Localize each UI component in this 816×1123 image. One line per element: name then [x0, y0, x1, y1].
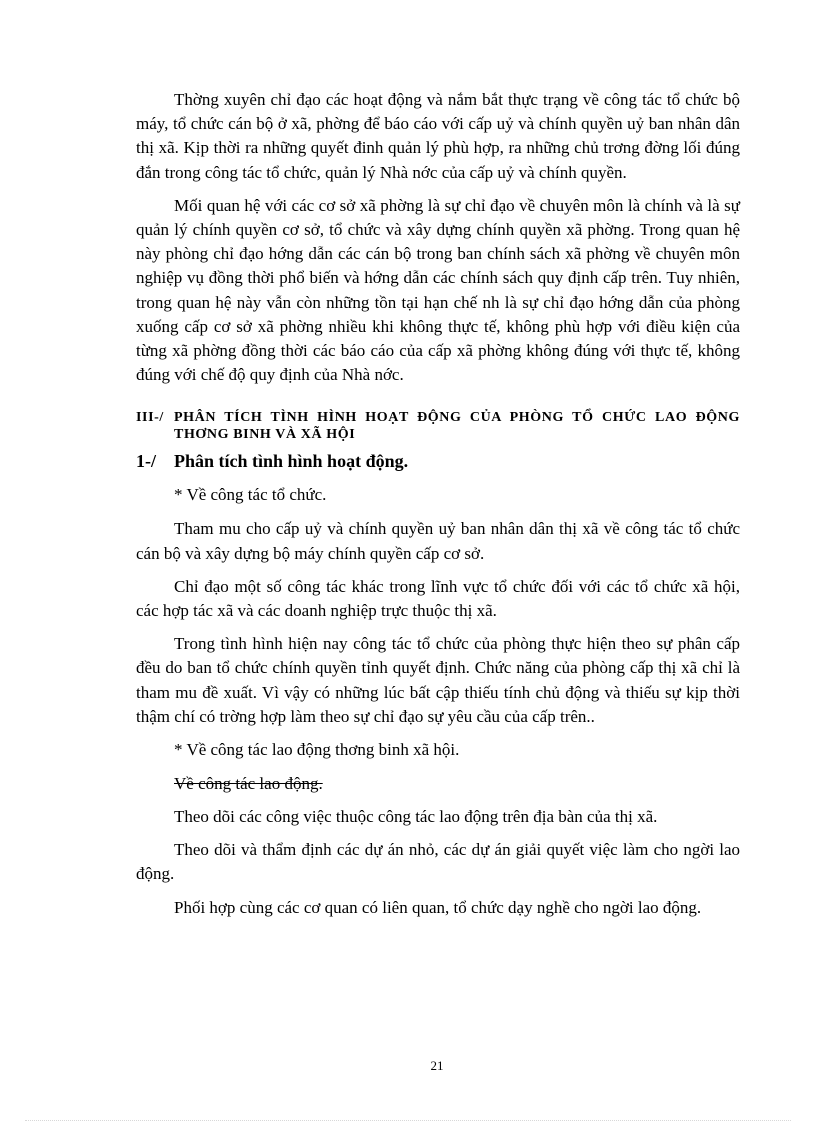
paragraph-advisory: Tham mu cho cấp uỷ và chính quyền uỷ ban nhân dân thị xã về công tác tổ chức cán bộ và xây dựng bộ máy chính quyền cấp cơ sở. — [136, 519, 740, 563]
paragraph-direction: Chỉ đạo một số công tác khác trong lĩnh vực tổ chức đối với các tổ chức xã hội, các hợp tác xã và các doanh nghiệp trực thuộc thị xã. — [136, 576, 740, 621]
paragraph-labor-training: Phối hợp cùng các cơ quan có liên quan, tổ chức dạy nghề cho ngời lao động. — [174, 897, 702, 917]
subheading — [136, 449, 740, 473]
bullet-organization: * Về công tác tổ chức. — [174, 485, 327, 505]
page-number: 21 — [430, 1058, 444, 1073]
paragraph-labor-projects: Theo dõi và thẩm định các dự án nhỏ, các dự án giải quyết việc làm cho ngời lao động. — [136, 840, 740, 884]
page-bottom-border — [25, 1120, 791, 1121]
paragraph-labor-monitor: Theo dõi các công việc thuộc công tác lao động trên địa bàn của thị xã. — [174, 807, 658, 827]
bullet-labor: * Về công tác lao động thơng binh xã hội. — [174, 740, 460, 760]
section-heading — [136, 409, 740, 443]
document-page — [136, 88, 740, 929]
paragraph-oversight: Thờng xuyên chỉ đạo các hoạt động và nắm bắt thực trạng về công tác tổ chức bộ máy, tổ chức cán bộ ở xã, phờng để báo cáo với cấp uỷ và chính quyền uỷ ban nhân dân thị xã. Kịp thời ra những quyết đinh quản lý phù hợp, ra những chủ trơng đờng lối đúng đắn trong công tác tổ chức, quản lý Nhà nớc của cấp uỷ và chính quyền. — [136, 90, 740, 182]
paragraph-current-situation: Trong tình hình hiện nay công tác tổ chức của phòng thực hiện theo sự phân cấp đều do ban tổ chức chính quyền tỉnh quyết định. Chức năng của phòng cấp thị xã chỉ là tham mu đề xuất. Vì vậy có những lúc bất cập thiếu tính chủ động và thiếu sự kịp thời thậm chí có trờng hợp làm theo sự chỉ đạo sự yêu cầu của cấp trên.. — [136, 634, 740, 726]
section-heading-text: PHÂN TÍCH TÌNH HÌNH HOẠT ĐỘNG CỦA PHÒNG TỔ CHỨC LAO ĐỘNG THƠNG BINH VÀ XÃ HỘI — [174, 410, 740, 443]
subheading-text: Phân tích tình hình hoạt động. — [174, 451, 409, 472]
labor-title-struck: Về công tác lao động. — [174, 774, 323, 794]
section-heading-number: III-/ — [136, 410, 164, 426]
paragraph-relations: Mối quan hệ với các cơ sở xã phờng là sự chỉ đạo về chuyên môn là chính và là sự quản lý chính quyền cơ sở, tổ chức và xây dựng chính quyền xã phờng. Trong quan hệ này phòng chỉ đạo hớng dẫn các cán bộ trong ban chính sách xã phờng về chuyên môn nghiệp vụ đồng thời phổ biến và hớng dẫn các chính sách quy định cấp trên. Tuy nhiên, trong quan hệ này vẫn còn những tồn tại hạn chế nh là sự chỉ đạo hớng dẫn của phòng xuống cấp cơ sở xã phờng nhiều khi không thực tế, không phù hợp với điều kiện của từng xã phờng đồng thời các báo cáo của cấp xã phờng không đúng với thực tế, không đúng với chế độ quy định của Nhà nớc. — [136, 195, 740, 385]
subheading-number: 1-/ — [136, 451, 156, 472]
